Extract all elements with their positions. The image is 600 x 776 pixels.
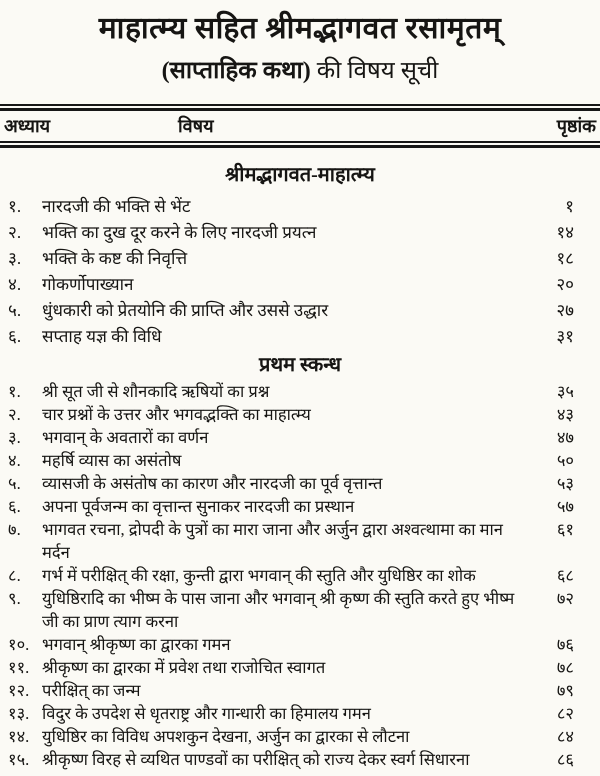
double-rule-top — [0, 104, 600, 111]
column-header-subject: विषय — [178, 116, 214, 136]
toc-row — [0, 449, 600, 472]
page-number: २७ — [556, 301, 574, 320]
column-header-row — [0, 111, 600, 141]
column-header-page-number: पृष्ठांक — [556, 116, 596, 136]
toc-row — [0, 495, 600, 518]
page-number: ७८ — [556, 658, 574, 677]
chapter-title: श्री सूत जी से शौनकादि ऋषियों का प्रश्न — [42, 382, 270, 401]
chapter-title: धुंधकारी को प्रेतयोनि की प्राप्ति और उससे उद्धार — [42, 301, 329, 320]
page-number: ५७ — [556, 497, 574, 516]
toc-row — [0, 725, 600, 748]
chapter-number: १४. — [8, 727, 30, 746]
chapter-title: नारदजी की भक्ति से भेंट — [42, 197, 191, 216]
page-number: १ — [565, 197, 574, 216]
chapter-title: भक्ति का दुख दूर करने के लिए नारदजी प्रयत्न — [42, 223, 317, 242]
toc-row — [0, 748, 600, 771]
page-number: ७२ — [556, 589, 574, 608]
chapter-number: ५. — [8, 474, 21, 493]
page-number: ७६ — [556, 635, 574, 654]
chapter-number: १३. — [8, 704, 30, 723]
chapter-title: परीक्षित् का जन्म — [42, 681, 141, 700]
chapter-number: ५. — [8, 301, 22, 320]
section-heading-pratham-skandha: प्रथम स्कन्ध — [258, 354, 342, 376]
toc-row — [0, 518, 600, 564]
page-number: ६८ — [556, 566, 574, 585]
page-title: माहात्म्य सहित श्रीमद्भागवत रसामृतम् — [98, 12, 502, 45]
toc-row — [0, 679, 600, 702]
page-number: ५० — [556, 451, 574, 470]
chapter-number: ७. — [8, 520, 21, 539]
page-number: ७९ — [556, 681, 574, 700]
page-subtitle — [0, 52, 600, 90]
chapter-number: २. — [8, 223, 22, 242]
toc-row — [0, 220, 600, 246]
toc-row — [0, 656, 600, 679]
toc-row — [0, 633, 600, 656]
chapter-title: गोकर्णोपाख्यान — [42, 275, 134, 294]
chapter-number: ३. — [8, 428, 21, 447]
page-number: ८४ — [556, 727, 574, 746]
page-number: ६१ — [556, 520, 574, 539]
toc-row — [0, 246, 600, 272]
chapter-title: भगवान् के अवतारों का वर्णन — [42, 428, 209, 447]
section-rows-mahatmya — [0, 194, 600, 350]
chapter-number: ९. — [8, 589, 21, 608]
page-number: ३५ — [556, 382, 574, 401]
chapter-title: श्रीकृष्ण का द्वारका में प्रवेश तथा राजोचित स्वागत — [42, 658, 326, 677]
chapter-number: ६. — [8, 497, 21, 516]
toc-row — [0, 380, 600, 403]
toc-row — [0, 587, 600, 633]
toc-row — [0, 426, 600, 449]
chapter-number: २. — [8, 405, 21, 424]
page-number: १८ — [556, 249, 574, 268]
chapter-number: ४. — [8, 275, 22, 294]
chapter-title: गर्भ में परीक्षित् की रक्षा, कुन्ती द्वारा भगवान् की स्तुति और युधिष्ठिर का शोक — [42, 566, 476, 585]
chapter-number: १. — [8, 197, 22, 216]
page-number: ४७ — [556, 428, 574, 447]
chapter-title: भागवत रचना, द्रोपदी के पुत्रों का मारा जाना और अर्जुन द्वारा अश्वत्थामा का मान मर्दन — [42, 520, 503, 562]
toc-row — [0, 472, 600, 495]
toc-row — [0, 564, 600, 587]
chapter-number: १. — [8, 382, 21, 401]
toc-row — [0, 194, 600, 220]
toc-row — [0, 403, 600, 426]
subtitle-bold-part: (साप्ताहिक कथा) — [161, 58, 311, 84]
page-number: ५३ — [556, 474, 574, 493]
toc-row — [0, 324, 600, 350]
toc-row — [0, 298, 600, 324]
section-rows-pratham-skandha — [0, 380, 600, 771]
chapter-number: ११. — [8, 658, 30, 677]
toc-row — [0, 272, 600, 298]
chapter-title: महर्षि व्यास का असंतोष — [42, 451, 182, 470]
chapter-title: सप्ताह यज्ञ की विधि — [42, 327, 162, 346]
page-number: ४३ — [556, 405, 574, 424]
column-header-chapter: अध्याय — [4, 116, 51, 136]
section-heading-mahatmya: श्रीमद्भागवत-माहात्म्य — [225, 164, 375, 186]
chapter-title: युधिष्ठिर का विविध अपशकुन देखना, अर्जुन का द्वारका से लौटना — [42, 727, 410, 746]
chapter-title: विदुर के उपदेश से धृतराष्ट्र और गान्धारी का हिमालय गमन — [42, 704, 371, 723]
chapter-number: ८. — [8, 566, 21, 585]
chapter-number: ६. — [8, 327, 22, 346]
page-number: ३१ — [556, 327, 574, 346]
chapter-title: युधिष्ठिरादि का भीष्म के पास जाना और भगवान् श्री कृष्ण की स्तुति करते हुए भीष्म जी का प्राण त्याग करना — [42, 589, 515, 631]
chapter-number: ३. — [8, 249, 22, 268]
chapter-number: ४. — [8, 451, 21, 470]
page-number: २० — [556, 275, 574, 294]
subtitle-rest-part: की विषय सूची — [310, 58, 439, 84]
page-number: ८२ — [556, 704, 574, 723]
toc-row — [0, 702, 600, 725]
chapter-title: अपना पूर्वजन्म का वृत्तान्त सुनाकर नारदजी का प्रस्थान — [42, 497, 355, 516]
double-rule-bottom — [0, 141, 600, 148]
chapter-title: श्रीकृष्ण विरह से व्यथित पाण्डवों का परीक्षित् को राज्य देकर स्वर्ग सिधारना — [42, 750, 470, 769]
page-number: ८६ — [556, 750, 574, 769]
chapter-title: भक्ति के कष्ट की निवृत्ति — [42, 249, 188, 268]
chapter-number: १०. — [8, 635, 30, 654]
chapter-number: १५. — [8, 750, 30, 769]
chapter-title: भगवान् श्रीकृष्ण का द्वारका गमन — [42, 635, 231, 654]
chapter-title: व्यासजी के असंतोष का कारण और नारदजी का पूर्व वृत्तान्त — [42, 474, 383, 493]
chapter-number: १२. — [8, 681, 30, 700]
page-number: १४ — [556, 223, 574, 242]
chapter-title: चार प्रश्नों के उत्तर और भगवद्भक्ति का माहात्म्य — [42, 405, 311, 424]
